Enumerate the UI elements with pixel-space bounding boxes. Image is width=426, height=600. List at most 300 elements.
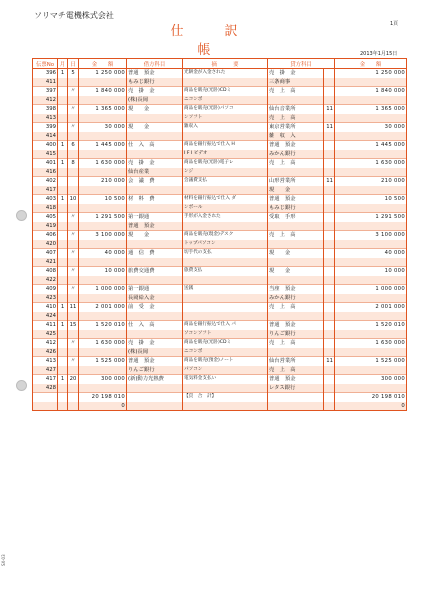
- credit-account-cell: 普通 預金: [268, 375, 324, 384]
- day-cell: [68, 114, 79, 123]
- table-row: [33, 249, 407, 258]
- journal-table: [32, 58, 407, 411]
- col-amount-left: 金 額: [79, 59, 127, 69]
- slip-no-cell: 411: [33, 78, 58, 87]
- amount-left-cell: 40 000: [79, 249, 127, 258]
- slip-no-cell: [33, 393, 58, 402]
- credit-account-cell: りんご銀行: [268, 330, 324, 339]
- day-cell: 10: [68, 195, 79, 204]
- table-row: [33, 357, 407, 366]
- credit-account-cell: 売 上 高: [268, 303, 324, 312]
- table-row: [33, 69, 407, 78]
- slip-no-cell: 417: [33, 375, 58, 384]
- table-row: [33, 132, 407, 141]
- month-cell: [58, 249, 68, 258]
- debit-account-cell: [127, 384, 183, 393]
- amount-left-cell: 300 000: [79, 375, 127, 384]
- description-cell: 光餅金が入金された: [183, 69, 268, 78]
- dept-code-cell: [324, 294, 335, 303]
- day-cell: 20: [68, 375, 79, 384]
- description-cell: I F I ビデオ: [183, 150, 268, 159]
- table-row: [33, 294, 407, 303]
- dept-code-cell: 11: [324, 105, 335, 114]
- page-title: 仕 訳 帳: [150, 20, 272, 62]
- month-cell: [58, 348, 68, 357]
- day-cell: 〃: [68, 231, 79, 240]
- debit-account-cell: 会 議 費: [127, 177, 183, 186]
- table-row: [33, 267, 407, 276]
- slip-no-cell: 409: [33, 285, 58, 294]
- debit-account-cell: [127, 330, 183, 339]
- amount-left-cell: [79, 348, 127, 357]
- dept-code-cell: [324, 348, 335, 357]
- debit-account-cell: 長岡給入金: [127, 294, 183, 303]
- month-cell: [58, 393, 68, 402]
- debit-account-cell: [127, 114, 183, 123]
- credit-account-cell: 受取 手形: [268, 213, 324, 222]
- day-cell: [68, 258, 79, 267]
- day-cell: [68, 168, 79, 177]
- amount-right-cell: 40 000: [335, 249, 407, 258]
- day-cell: [68, 240, 79, 249]
- amount-right-cell: 1 291 500: [335, 213, 407, 222]
- day-cell: [68, 393, 79, 402]
- amount-left-cell: 30 000: [79, 123, 127, 132]
- credit-account-cell: レタス銀行: [268, 384, 324, 393]
- description-cell: [183, 402, 268, 411]
- col-month: 月: [58, 59, 68, 69]
- amount-left-cell: [79, 96, 127, 105]
- form-code: SX-03: [1, 554, 6, 566]
- col-slip-no: 伝票No: [33, 59, 58, 69]
- dept-code-cell: [324, 258, 335, 267]
- table-row: [33, 321, 407, 330]
- month-cell: [58, 240, 68, 249]
- amount-left-cell: 1 525 000: [79, 357, 127, 366]
- description-cell: パソコン: [183, 366, 268, 375]
- day-cell: 〃: [68, 213, 79, 222]
- table-row: [33, 177, 407, 186]
- description-cell: ンジ: [183, 168, 268, 177]
- table-row: [33, 231, 407, 240]
- page-number: 1頁: [390, 21, 399, 27]
- description-cell: [183, 312, 268, 321]
- dept-code-cell: [324, 78, 335, 87]
- description-cell: [183, 258, 268, 267]
- amount-right-cell: 0: [335, 402, 407, 411]
- description-cell: ニコンポ: [183, 348, 268, 357]
- amount-right-cell: 1 000 000: [335, 285, 407, 294]
- amount-right-cell: [335, 168, 407, 177]
- amount-right-cell: 30 000: [335, 123, 407, 132]
- month-cell: [58, 168, 68, 177]
- slip-no-cell: 426: [33, 348, 58, 357]
- col-credit-account: 貸方科目: [268, 59, 335, 69]
- date-range: 2013年1月15日: [360, 51, 398, 57]
- dept-code-cell: [324, 240, 335, 249]
- dept-code-cell: [324, 231, 335, 240]
- debit-account-cell: 普通 預金: [127, 222, 183, 231]
- month-cell: [58, 132, 68, 141]
- slip-no-cell: 405: [33, 213, 58, 222]
- dept-code-cell: [324, 69, 335, 78]
- amount-right-cell: [335, 384, 407, 393]
- slip-no-cell: 397: [33, 87, 58, 96]
- dept-code-cell: [324, 339, 335, 348]
- day-cell: 〃: [68, 123, 79, 132]
- credit-account-cell: [268, 393, 324, 402]
- amount-right-cell: 3 100 000: [335, 231, 407, 240]
- debit-account-cell: (株)長岡: [127, 96, 183, 105]
- debit-account-cell: [127, 186, 183, 195]
- amount-right-cell: [335, 258, 407, 267]
- month-cell: [58, 105, 68, 114]
- month-cell: [58, 150, 68, 159]
- table-row: [33, 402, 407, 411]
- month-cell: [58, 96, 68, 105]
- day-cell: [68, 177, 79, 186]
- debit-account-cell: 現 金: [127, 231, 183, 240]
- month-cell: [58, 186, 68, 195]
- slip-no-cell: 415: [33, 150, 58, 159]
- dept-code-cell: [324, 330, 335, 339]
- dept-code-cell: [324, 384, 335, 393]
- amount-left-cell: [79, 78, 127, 87]
- description-cell: 商品を販売(現金)デスク: [183, 231, 268, 240]
- debit-account-cell: 旅費交通費: [127, 267, 183, 276]
- description-cell: 切手代の支払: [183, 249, 268, 258]
- description-cell: 電気料金支払い: [183, 375, 268, 384]
- slip-no-cell: 402: [33, 177, 58, 186]
- slip-no-cell: 413: [33, 114, 58, 123]
- amount-right-cell: 210 000: [335, 177, 407, 186]
- slip-no-cell: 410: [33, 303, 58, 312]
- description-cell: [183, 303, 268, 312]
- amount-left-cell: 2 001 000: [79, 303, 127, 312]
- day-cell: 8: [68, 159, 79, 168]
- month-cell: [58, 258, 68, 267]
- debit-account-cell: 売 掛 金: [127, 87, 183, 96]
- amount-left-cell: 20 198 010: [79, 393, 127, 402]
- amount-right-cell: [335, 150, 407, 159]
- table-row: [33, 204, 407, 213]
- month-cell: [58, 267, 68, 276]
- debit-account-cell: [127, 240, 183, 249]
- month-cell: 1: [58, 303, 68, 312]
- debit-account-cell: 売 掛 金: [127, 159, 183, 168]
- credit-account-cell: [268, 276, 324, 285]
- amount-right-cell: [335, 294, 407, 303]
- slip-no-cell: 396: [33, 69, 58, 78]
- table-row: [33, 150, 407, 159]
- credit-account-cell: 仙台営業所: [268, 357, 324, 366]
- slip-no-cell: 412: [33, 96, 58, 105]
- credit-account-cell: 普通 預金: [268, 195, 324, 204]
- slip-no-cell: 423: [33, 294, 58, 303]
- slip-no-cell: 424: [33, 312, 58, 321]
- amount-right-cell: [335, 114, 407, 123]
- month-cell: 1: [58, 159, 68, 168]
- amount-left-cell: 10 500: [79, 195, 127, 204]
- amount-right-cell: 20 198 010: [335, 393, 407, 402]
- dept-code-cell: [324, 321, 335, 330]
- month-cell: [58, 339, 68, 348]
- binder-hole-bottom: [16, 380, 27, 391]
- slip-no-cell: 406: [33, 231, 58, 240]
- day-cell: [68, 78, 79, 87]
- day-cell: [68, 150, 79, 159]
- amount-left-cell: 1 365 000: [79, 105, 127, 114]
- day-cell: [68, 204, 79, 213]
- table-row: [33, 213, 407, 222]
- slip-no-cell: 403: [33, 195, 58, 204]
- credit-account-cell: [268, 258, 324, 267]
- table-row: [33, 285, 407, 294]
- amount-right-cell: 10 500: [335, 195, 407, 204]
- credit-account-cell: 当座 預金: [268, 285, 324, 294]
- slip-no-cell: 417: [33, 186, 58, 195]
- dept-code-cell: [324, 303, 335, 312]
- amount-right-cell: [335, 276, 407, 285]
- description-cell: 商品を銀行振込で仕入 パ: [183, 321, 268, 330]
- description-cell: ンボール: [183, 204, 268, 213]
- credit-account-cell: [268, 222, 324, 231]
- dept-code-cell: 11: [324, 357, 335, 366]
- dept-code-cell: [324, 96, 335, 105]
- credit-account-cell: みかん銀行: [268, 294, 324, 303]
- description-cell: 送銭: [183, 285, 268, 294]
- amount-left-cell: [79, 258, 127, 267]
- day-cell: 〃: [68, 357, 79, 366]
- month-cell: [58, 384, 68, 393]
- description-cell: ニコンポ: [183, 96, 268, 105]
- dept-code-cell: [324, 132, 335, 141]
- description-cell: 雑収入: [183, 123, 268, 132]
- amount-left-cell: 3 100 000: [79, 231, 127, 240]
- slip-no-cell: 399: [33, 123, 58, 132]
- day-cell: [68, 402, 79, 411]
- slip-no-cell: 416: [33, 168, 58, 177]
- credit-account-cell: 普通 預金: [268, 321, 324, 330]
- slip-no-cell: [33, 402, 58, 411]
- dept-code-cell: [324, 141, 335, 150]
- slip-no-cell: 398: [33, 105, 58, 114]
- day-cell: 〃: [68, 249, 79, 258]
- amount-left-cell: [79, 240, 127, 249]
- amount-right-cell: 1 250 000: [335, 69, 407, 78]
- slip-no-cell: 411: [33, 321, 58, 330]
- day-cell: [68, 384, 79, 393]
- slip-no-cell: 407: [33, 249, 58, 258]
- debit-account-cell: 普通 預金: [127, 69, 183, 78]
- table-row: [33, 195, 407, 204]
- debit-account-cell: 仕 入 高: [127, 141, 183, 150]
- amount-right-cell: 300 000: [335, 375, 407, 384]
- amount-left-cell: 10 000: [79, 267, 127, 276]
- amount-right-cell: 10 000: [335, 267, 407, 276]
- dept-code-cell: [324, 195, 335, 204]
- table-row: [33, 87, 407, 96]
- amount-right-cell: [335, 96, 407, 105]
- table-row: [33, 384, 407, 393]
- description-cell: 【頁 合 計】: [183, 393, 268, 402]
- credit-account-cell: 現 金: [268, 267, 324, 276]
- dept-code-cell: [324, 159, 335, 168]
- slip-no-cell: 427: [33, 366, 58, 375]
- amount-left-cell: [79, 204, 127, 213]
- amount-right-cell: [335, 348, 407, 357]
- credit-account-cell: 売 掛 金: [268, 69, 324, 78]
- month-cell: [58, 78, 68, 87]
- amount-right-cell: 1 840 000: [335, 87, 407, 96]
- amount-left-cell: [79, 384, 127, 393]
- amount-right-cell: [335, 204, 407, 213]
- credit-account-cell: 現 金: [268, 186, 324, 195]
- dept-code-cell: [324, 285, 335, 294]
- credit-account-cell: 現 金: [268, 249, 324, 258]
- credit-account-cell: [268, 312, 324, 321]
- amount-left-cell: [79, 186, 127, 195]
- debit-account-cell: 第一銀通: [127, 213, 183, 222]
- amount-left-cell: 0: [79, 402, 127, 411]
- month-cell: [58, 213, 68, 222]
- description-cell: [183, 222, 268, 231]
- debit-account-cell: 仕 入 高: [127, 321, 183, 330]
- debit-account-cell: (新)動力光熱費: [127, 375, 183, 384]
- month-cell: [58, 294, 68, 303]
- description-cell: 商品を販売(光卧)電子レ: [183, 159, 268, 168]
- amount-left-cell: [79, 222, 127, 231]
- description-cell: [183, 384, 268, 393]
- dept-code-cell: 11: [324, 177, 335, 186]
- slip-no-cell: 412: [33, 339, 58, 348]
- credit-account-cell: [268, 240, 324, 249]
- dept-code-cell: [324, 393, 335, 402]
- dept-code-cell: [324, 186, 335, 195]
- credit-account-cell: [268, 348, 324, 357]
- debit-account-cell: [127, 312, 183, 321]
- debit-account-cell: 普通 預金: [127, 357, 183, 366]
- debit-account-cell: もみじ銀行: [127, 78, 183, 87]
- amount-right-cell: [335, 186, 407, 195]
- credit-account-cell: 売 上 高: [268, 231, 324, 240]
- dept-code-cell: [324, 276, 335, 285]
- journal-body: [33, 69, 407, 411]
- amount-left-cell: 1 840 000: [79, 87, 127, 96]
- slip-no-cell: 400: [33, 141, 58, 150]
- binder-hole-top: [16, 210, 27, 221]
- description-cell: [183, 132, 268, 141]
- table-row: [33, 96, 407, 105]
- debit-account-cell: 現 金: [127, 123, 183, 132]
- description-cell: 商品を銀行振込で仕入 H: [183, 141, 268, 150]
- day-cell: [68, 186, 79, 195]
- description-cell: 材料を銀行振込で仕入 ダ: [183, 195, 268, 204]
- slip-no-cell: 408: [33, 267, 58, 276]
- debit-account-cell: 売 掛 金: [127, 339, 183, 348]
- month-cell: [58, 285, 68, 294]
- debit-account-cell: [127, 132, 183, 141]
- day-cell: [68, 330, 79, 339]
- credit-account-cell: [268, 402, 324, 411]
- amount-right-cell: [335, 132, 407, 141]
- amount-left-cell: 1 445 000: [79, 141, 127, 150]
- month-cell: 1: [58, 321, 68, 330]
- slip-no-cell: 425: [33, 330, 58, 339]
- amount-left-cell: [79, 330, 127, 339]
- day-cell: 15: [68, 321, 79, 330]
- amount-left-cell: [79, 294, 127, 303]
- day-cell: 6: [68, 141, 79, 150]
- month-cell: [58, 114, 68, 123]
- credit-account-cell: 山形営業所: [268, 177, 324, 186]
- month-cell: [58, 276, 68, 285]
- amount-left-cell: 1 000 000: [79, 285, 127, 294]
- credit-account-cell: 売 上 高: [268, 114, 324, 123]
- credit-account-cell: 売 上 高: [268, 159, 324, 168]
- slip-no-cell: 418: [33, 204, 58, 213]
- col-amount-right: 金 額: [335, 59, 407, 69]
- dept-code-cell: [324, 204, 335, 213]
- amount-left-cell: 1 520 010: [79, 321, 127, 330]
- amount-right-cell: 1 630 000: [335, 159, 407, 168]
- credit-account-cell: みかん銀行: [268, 150, 324, 159]
- day-cell: 〃: [68, 87, 79, 96]
- amount-left-cell: 1 630 000: [79, 339, 127, 348]
- amount-left-cell: [79, 132, 127, 141]
- credit-account-cell: 三条商事: [268, 78, 324, 87]
- amount-left-cell: 1 630 000: [79, 159, 127, 168]
- description-cell: 商品を販売(光卧)CDミ: [183, 87, 268, 96]
- table-row: [33, 276, 407, 285]
- month-cell: 1: [58, 195, 68, 204]
- month-cell: 1: [58, 141, 68, 150]
- table-row: [33, 159, 407, 168]
- month-cell: 1: [58, 69, 68, 78]
- amount-left-cell: [79, 366, 127, 375]
- table-row: [33, 114, 407, 123]
- table-row: [33, 186, 407, 195]
- amount-left-cell: [79, 312, 127, 321]
- description-cell: 商品を販売(光卧)パソコ: [183, 105, 268, 114]
- dept-code-cell: [324, 249, 335, 258]
- slip-no-cell: 413: [33, 357, 58, 366]
- table-row: [33, 330, 407, 339]
- dept-code-cell: [324, 114, 335, 123]
- col-day: 日: [68, 59, 79, 69]
- amount-right-cell: [335, 78, 407, 87]
- company-name: ソリマチ電機株式会社: [34, 11, 114, 20]
- month-cell: [58, 177, 68, 186]
- table-row: [33, 258, 407, 267]
- month-cell: [58, 123, 68, 132]
- table-row: [33, 168, 407, 177]
- day-cell: 〃: [68, 105, 79, 114]
- debit-account-cell: りんご銀行: [127, 366, 183, 375]
- slip-no-cell: 421: [33, 258, 58, 267]
- debit-account-cell: (株)長岡: [127, 348, 183, 357]
- amount-right-cell: 2 001 000: [335, 303, 407, 312]
- debit-account-cell: 通 信 費: [127, 249, 183, 258]
- description-cell: 手形が入金された: [183, 213, 268, 222]
- table-row: [33, 303, 407, 312]
- description-cell: [183, 294, 268, 303]
- table-row: [33, 105, 407, 114]
- dept-code-cell: [324, 168, 335, 177]
- day-cell: 〃: [68, 285, 79, 294]
- credit-account-cell: [268, 96, 324, 105]
- month-cell: [58, 222, 68, 231]
